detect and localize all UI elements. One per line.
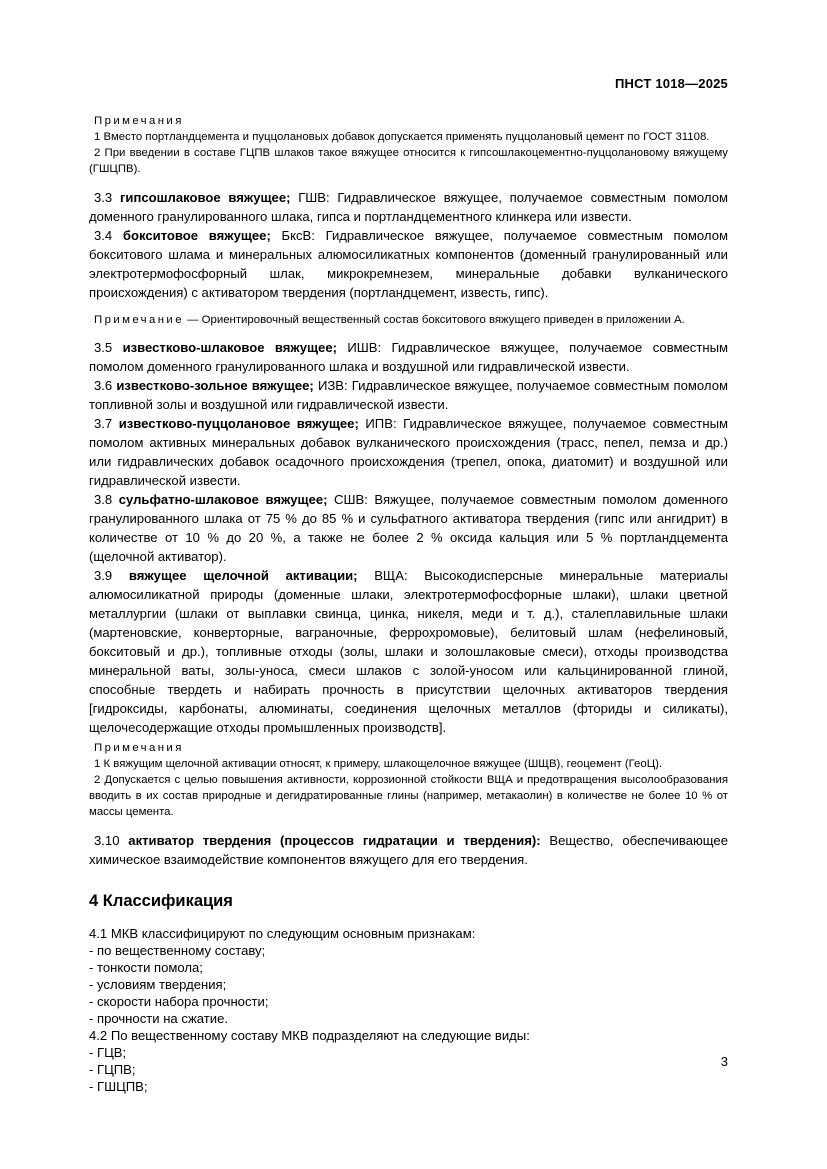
definition-text: ИШВ: Гидравлическое вяжущее, получаемое совместным помолом доменного гранулированного шлака и воздушной или гидравлической извести. — [89, 339, 728, 374]
clause-number: 3.10 — [94, 832, 120, 848]
clause-number: 3.3 — [94, 189, 113, 205]
definition-text: ВЩА: Высокодисперсные минеральные материалы алюмосиликатной природы (доменные шлаки, электротермофосфорные шлаки), шлаки цветной металлургии (шлаки от выплавки свинца, цинка, никеля, меди и т. д.), сталеплавильные шлаки (мартеновские, конверторные, ваграночные, феррохромовые), белитовый шлам (нефелиновый, бокситовый и др.), топливные отходы (золы, шлаки и золошлаковые смеси), отходы производства минеральной ваты, золы-уноса, смеси шлаков с золой-уносом или кальцинированной глиной, способные твердеть и набирать прочность в присутствии щелочных активаторов твердения [гидроксиды, карбонаты, алюминаты, соединения щелочных металлов (фториды и силикаты), щелочесодержащие отходы промышленных производств]. — [89, 567, 729, 735]
definition-3-7 — [89, 414, 728, 490]
term: известково-шлаковое вяжущее; — [122, 339, 337, 355]
definition-3-4 — [89, 226, 728, 302]
list-item: - по вещественному составу; — [89, 942, 266, 958]
note-text: — Ориентировочный вещественный состав бокситового вяжущего приведен в приложении А. — [183, 313, 685, 326]
term: бокситовое вяжущее; — [122, 227, 271, 243]
clause-number: 3.8 — [94, 491, 113, 507]
definition-3-9 — [89, 566, 728, 737]
definition-text: Вещество, обеспечивающее химическое взаимодействие компонентов вяжущего для его твердения. — [89, 832, 728, 867]
definition-text: ИЗВ: Гидравлическое вяжущее, получаемое совместным помолом топливной золы и воздушной или гидравлической извести. — [89, 377, 728, 412]
term: гипсошлаковое вяжущее; — [119, 189, 291, 205]
definition-text: ИПВ: Гидравлическое вяжущее, получаемое совместным помолом активных минеральных добавок вулканического происхождения (трасс, пепел, пемза и др.) или гидравлических добавок осадочного происхождения (трепел, опока, диатомит) и воздушной или гидравлической извести. — [89, 415, 729, 488]
definition-3-5 — [89, 338, 728, 376]
list-item: - прочности на сжатие. — [89, 1010, 229, 1026]
list-item: - тонкости помола; — [89, 959, 203, 975]
term: известково-зольное вяжущее; — [116, 377, 314, 393]
definition-3-3 — [89, 188, 728, 226]
list-item: - ГШЦПВ; — [89, 1078, 148, 1094]
classification-list — [89, 942, 728, 1027]
note-item: 1 К вяжущим щелочной активации относят, к примеру, шлакощелочное вяжущее (ШЩВ), геоцемент (ГеоЦ). — [94, 757, 663, 770]
note-item: 2 При введении в составе ГЦПВ шлаков такое вяжущее относится к гипсошлакоцементно-пуццолановому вяжущему (ГШЦПВ). — [89, 147, 728, 176]
page-number: 3 — [720, 1054, 728, 1069]
notes-block-1 — [89, 114, 728, 178]
clause-number: 3.4 — [94, 227, 113, 243]
section-title-classification: 4 Классификация — [89, 891, 233, 910]
term: вяжущее щелочной активации; — [128, 567, 358, 583]
page-content — [89, 114, 728, 1095]
document-code: ПНСТ 1018—2025 — [615, 76, 728, 91]
composition-list — [89, 1044, 728, 1095]
note-bauxite — [89, 312, 728, 328]
term: известково-пуццолановое вяжущее; — [118, 415, 359, 431]
notes-heading: Примечания — [94, 741, 184, 754]
note-item: 2 Допускается с целью повышения активности, коррозионной стойкости ВЩА и предотвращения высолообразования вводить в их состав природные и дегидратированные глины (например, метакаолин) в количестве не более 10 % от массы цемента. — [89, 774, 728, 819]
list-item: - ГЦПВ; — [89, 1061, 136, 1077]
term: сульфатно-шлаковое вяжущее; — [118, 491, 328, 507]
list-item: - скорости набора прочности; — [89, 993, 269, 1009]
definition-text: ГШВ: Гидравлическое вяжущее, получаемое совместным помолом доменного гранулированного шлака, гипса и портландцементного клинкера или извести. — [89, 189, 728, 224]
definition-text: БксВ: Гидравлическое вяжущее, получаемое совместным помолом бокситового шлама и минеральных алюмосиликатных компонентов (доменный гранулированный или электротермофосфорный шлак, микрокремнезем, минеральные добавки вулканического происхождения) с активатором твердения (портландцемент, известь, гипс). — [89, 227, 728, 300]
definition-3-8 — [89, 490, 728, 566]
definition-3-6 — [89, 376, 728, 414]
notes-heading: Примечания — [94, 115, 184, 127]
clause-4-2: 4.2 По вещественному составу МКВ подразделяют на следующие виды: — [89, 1027, 530, 1043]
clause-4-1: 4.1 МКВ классифицируют по следующим основным признакам: — [89, 925, 476, 941]
list-item: - условиям твердения; — [89, 976, 227, 992]
definition-text: СШВ: Вяжущее, получаемое совместным помолом доменного гранулированного шлака от 75 % до 85 % и сульфатного активатора твердения (гипс или ангидрит) в количестве от 10 % до 20 %, а также не более 2 % оксида кальция или 5 % портландцемента (щелочной активатор). — [89, 491, 728, 564]
clause-number: 3.5 — [94, 339, 113, 355]
clause-number: 3.6 — [94, 377, 113, 393]
note-label: Примечание — [94, 313, 184, 326]
list-item: - ГЦВ; — [89, 1044, 127, 1060]
notes-block-3 — [89, 741, 728, 821]
definition-3-10 — [89, 831, 728, 869]
note-item: 1 Вместо портландцемента и пуццолановых добавок допускается применять пуццолановый цемент по ГОСТ 31108. — [94, 131, 710, 143]
clause-number: 3.9 — [94, 567, 113, 583]
clause-number: 3.7 — [94, 415, 113, 431]
term: активатор твердения (процессов гидратации и твердения): — [128, 832, 541, 848]
